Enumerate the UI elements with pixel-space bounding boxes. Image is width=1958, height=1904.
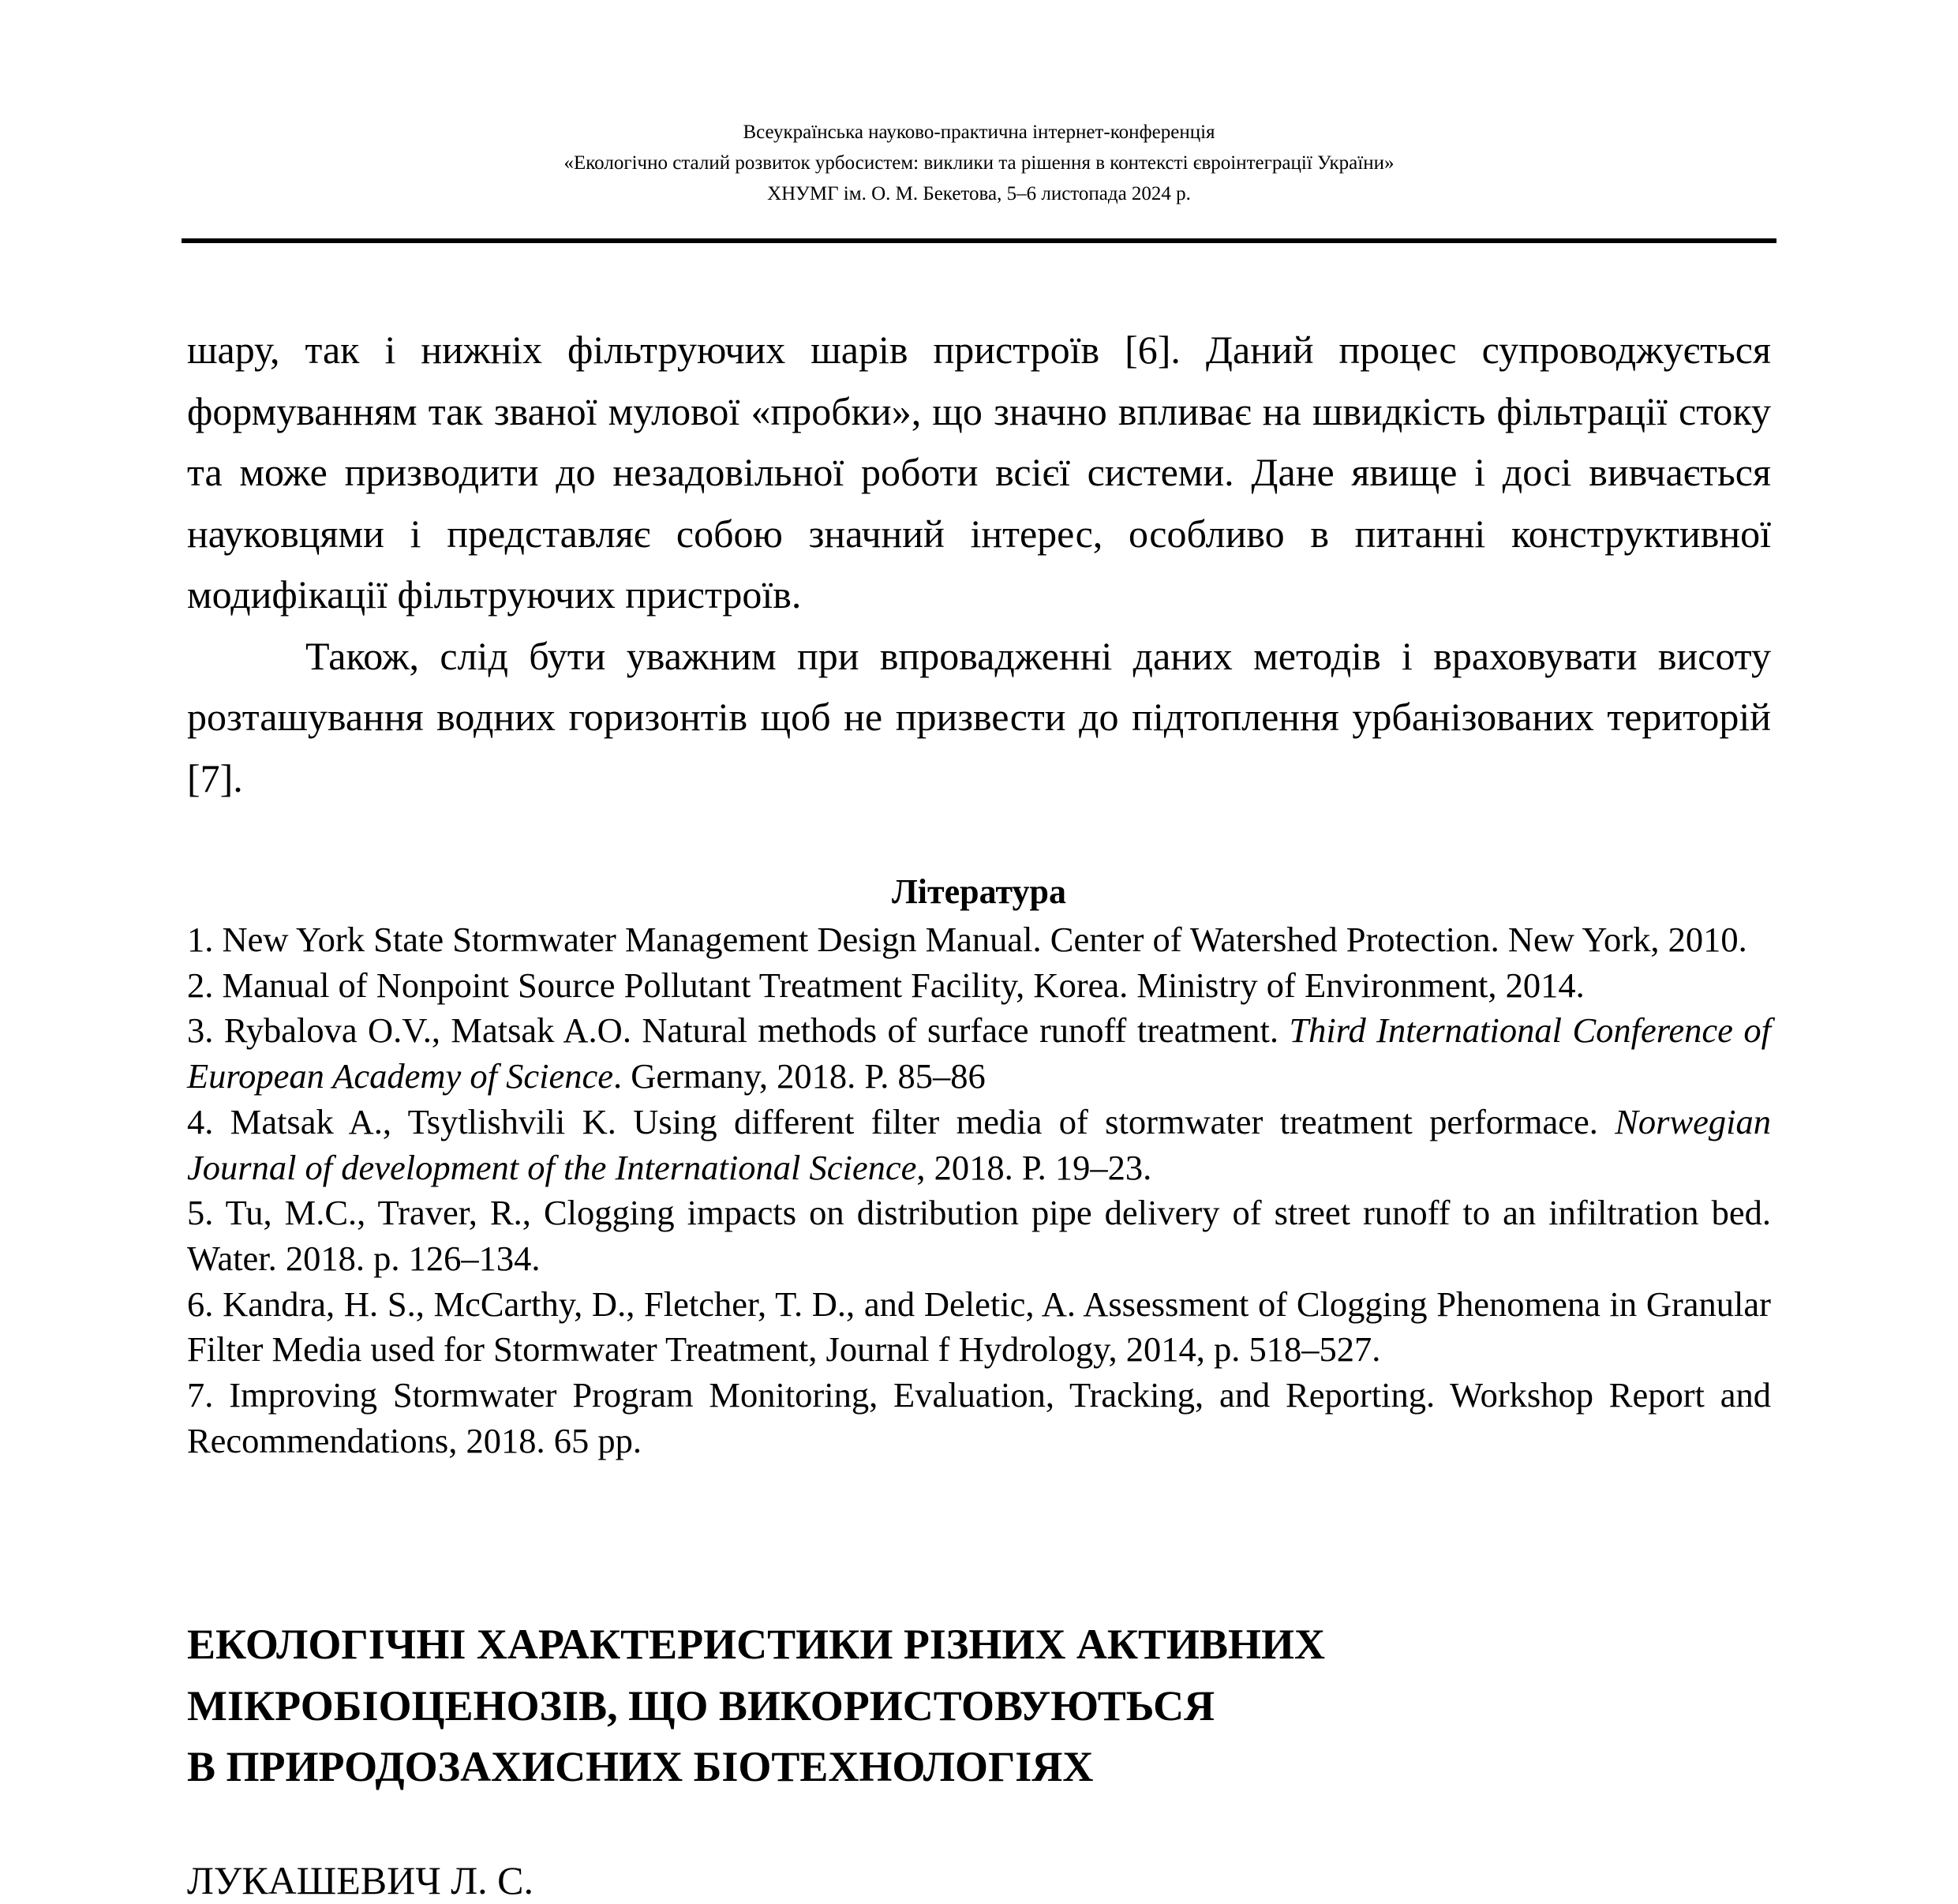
references-heading: Література: [892, 872, 1066, 911]
title-line: В ПРИРОДОЗАХИСНИХ БІОТЕХНОЛОГІЯХ: [187, 1743, 1094, 1790]
body-paragraph: Також, слід бути уважним при впровадженні даних методів і враховувати висоту розташування водних горизонтів щоб не призвести до підтоплення урбанізованих територій [7].: [187, 633, 1771, 800]
reference-item: 2. Manual of Nonpoint Source Pollutant Treatment Facility, Korea. Ministry of Environment, 2014.: [187, 965, 1585, 1005]
body-paragraph: шару, так і нижніх фільтруючих шарів пристроїв [6]. Даний процес супроводжується формуванням так званої мулової «пробки», що значно впливає на швидкість фільтрації стоку та може призводити до незадовільної роботи всієї системи. Дане явище і досі вивчається науковцями і представляє собою значний інтерес, особливо в питанні конструктивної модифікації фільтруючих пристроїв.: [187, 328, 1771, 617]
reference-item: 5. Tu, M.C., Traver, R., Clogging impacts on distribution pipe delivery of street runoff to an infiltration bed. Water. 2018. p. 126–134.: [187, 1193, 1771, 1278]
title-line: МІКРОБІОЦЕНОЗІВ, ЩО ВИКОРИСТОВУЮТЬСЯ: [187, 1681, 1215, 1730]
header-line-venue-date: ХНУМГ ім. О. М. Бекетова, 5–6 листопада 2024 р.: [767, 183, 1191, 204]
header-line-title: «Екологічно сталий розвиток урбосистем: виклики та рішення в контексті євроінтеграції України»: [563, 152, 1395, 174]
conference-header: [0, 117, 1958, 209]
references-list: [187, 917, 1771, 1464]
reference-item: 4. Matsak A., Tsytlishvili K. Using different filter media of stormwater treatment performace. Norwegian Journal of development of the International Science, 2018. P. 19–23.: [187, 1101, 1771, 1187]
article-author: ЛУКАШЕВИЧ Л. С.: [187, 1858, 533, 1902]
title-line: ЕКОЛОГІЧНІ ХАРАКТЕРИСТИКИ РІЗНИХ АКТИВНИХ: [187, 1621, 1326, 1668]
reference-item: 7. Improving Stormwater Program Monitoring, Evaluation, Tracking, and Reporting. Workshop Report and Recommendations, 2018. 65 pp.: [187, 1375, 1771, 1460]
reference-item: 3. Rybalova O.V., Matsak A.O. Natural methods of surface runoff treatment. Third International Conference of European Academy of Science. Germany, 2018. P. 85–86: [187, 1010, 1771, 1096]
header-line-conference: Всеукраїнська науково-практична інтернет-конференція: [743, 122, 1215, 143]
article-title: [187, 1614, 1325, 1798]
body-text: [187, 320, 1771, 809]
reference-journal: Norwegian Journal of development of the International Science: [187, 1101, 1771, 1187]
reference-item: 6. Kandra, H. S., McCarthy, D., Fletcher, T. D., and Deletic, A. Assessment of Clogging Phenomena in Granular Filter Media used for Stormwater Treatment, Journal f Hydrology, 2014, p. 518–527.: [187, 1284, 1771, 1370]
reference-item: 1. New York State Stormwater Management Design Manual. Center of Watershed Protection. New York, 2010.: [187, 920, 1747, 959]
reference-journal: Third International Conference of European Academy of Science: [187, 1010, 1771, 1096]
header-divider: [182, 238, 1776, 243]
